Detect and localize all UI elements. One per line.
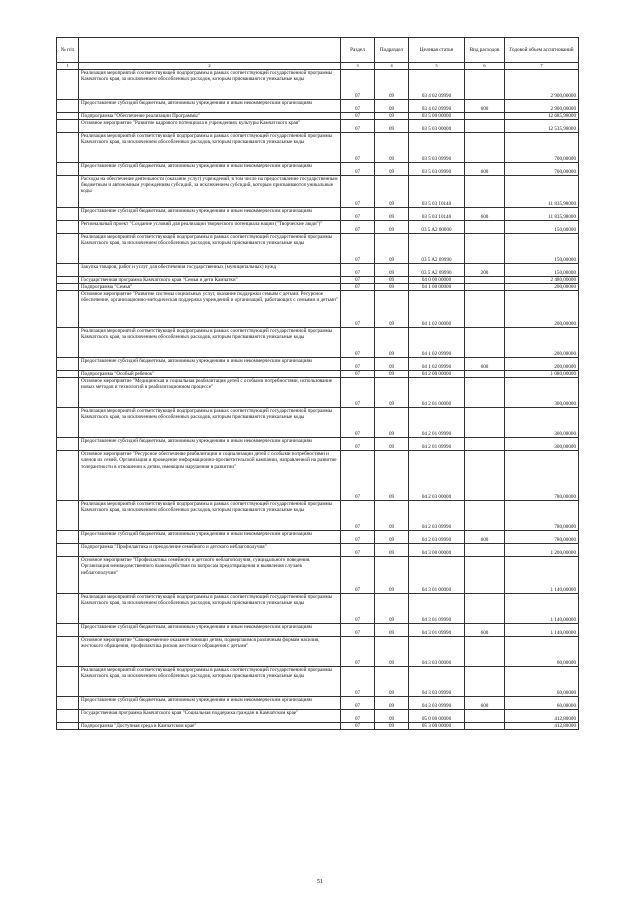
section-cell: 07 [341, 264, 375, 277]
target-cell: 04 2 03 00000 [409, 451, 465, 501]
subsection-cell: 09 [375, 710, 409, 723]
type-cell [465, 70, 505, 100]
table-row [57, 501, 579, 531]
amount-cell: 11 835,98000 [505, 176, 579, 208]
budget-page [56, 37, 578, 730]
name-cell: Реализация мероприятий соответствующей подпрограммы в рамках соответствующей государственной программы Камчатского края, за исключением обособленных расходов, которым присваиваются уникальные коды [79, 594, 341, 624]
name-cell: Государственная программа Камчатского края "Семья и дети Камчатки" [79, 277, 341, 284]
subsection-cell: 09 [375, 378, 409, 408]
section-cell: 07 [341, 557, 375, 594]
type-cell: 600 [465, 163, 505, 176]
table-row [57, 594, 579, 624]
type-cell [465, 438, 505, 451]
subsection-cell: 09 [375, 264, 409, 277]
num-cell [57, 624, 79, 637]
type-cell [465, 667, 505, 697]
num-cell [57, 100, 79, 113]
type-cell: 600 [465, 624, 505, 637]
num-cell [57, 438, 79, 451]
name-cell: Государственная программа Камчатского края "Социальная поддержка граждан в Камчатском крае" [79, 710, 341, 723]
num-cell [57, 291, 79, 328]
section-cell: 07 [341, 710, 375, 723]
name-cell: Реализация мероприятий соответствующей подпрограммы в рамках соответствующей государственной программы Камчатского края, за исключением обособленных расходов, которым присваиваются уникальные коды [79, 408, 341, 438]
type-cell [465, 221, 505, 234]
num-cell [57, 371, 79, 378]
type-cell [465, 113, 505, 120]
subsection-cell: 09 [375, 70, 409, 100]
col-name-header [79, 38, 341, 63]
type-cell [465, 328, 505, 358]
table-row [57, 710, 579, 723]
amount-cell: 2 900,00000 [505, 100, 579, 113]
target-cell: 04 2 01 09990 [409, 408, 465, 438]
table-row [57, 624, 579, 637]
amount-cell: 780,00000 [505, 531, 579, 544]
amount-cell: 11 835,98000 [505, 208, 579, 221]
subsection-cell: 09 [375, 544, 409, 557]
name-cell: Реализация мероприятий соответствующей подпрограммы в рамках соответствующей государственной программы Камчатского края, за исключением обособленных расходов, которым присваиваются уникальные коды [79, 501, 341, 531]
section-cell: 07 [341, 501, 375, 531]
name-cell: Основное мероприятие "Развитие системы социальных услуг, оказание поддержки семьям с детьми. Ресурсное обеспечение, организационно-методическая поддержка учреждений и организаций, работающих с семьями и детьми" [79, 291, 341, 328]
type-cell: 600 [465, 358, 505, 371]
name-cell: Подпрограмма "Семья" [79, 284, 341, 291]
index-cell: 1 [57, 63, 79, 70]
col-type-header: Вид расходов [465, 38, 505, 63]
num-cell [57, 133, 79, 163]
section-cell: 07 [341, 408, 375, 438]
target-cell: 05 0 00 00000 [409, 710, 465, 723]
target-cell: 03 5 A2 09990 [409, 234, 465, 264]
section-cell: 07 [341, 100, 375, 113]
target-cell: 04 3 01 00000 [409, 557, 465, 594]
type-cell: 600 [465, 100, 505, 113]
target-cell: 04 3 03 09990 [409, 697, 465, 710]
section-cell: 07 [341, 624, 375, 637]
section-cell: 07 [341, 163, 375, 176]
col-target-header: Целевая статья [409, 38, 465, 63]
table-row [57, 133, 579, 163]
subsection-cell: 09 [375, 120, 409, 133]
col-num-header: № п/п [57, 38, 79, 63]
target-cell: 04 2 03 09990 [409, 501, 465, 531]
name-cell: Реализация мероприятий соответствующей подпрограммы в рамках соответствующей государственной программы Камчатского края, за исключением обособленных расходов, которым присваиваются уникальные коды [79, 234, 341, 264]
amount-cell: 1 080,00000 [505, 371, 579, 378]
section-cell: 07 [341, 594, 375, 624]
num-cell [57, 557, 79, 594]
name-cell: Реализация мероприятий соответствующей подпрограммы в рамках соответствующей государственной программы Камчатского края, за исключением обособленных расходов, которым присваиваются уникальные коды [79, 133, 341, 163]
type-cell: 200 [465, 264, 505, 277]
target-cell: 04 1 02 00000 [409, 291, 465, 328]
num-cell [57, 264, 79, 277]
target-cell: 04 1 00 00000 [409, 284, 465, 291]
section-cell: 07 [341, 667, 375, 697]
table-row [57, 723, 579, 730]
subsection-cell: 09 [375, 624, 409, 637]
table-row [57, 371, 579, 378]
num-cell [57, 358, 79, 371]
section-cell: 07 [341, 637, 375, 667]
index-cell: 3 [341, 63, 375, 70]
subsection-cell: 09 [375, 221, 409, 234]
num-cell [57, 667, 79, 697]
name-cell: Основное мероприятие "Медицинская и социальная реабилитация детей с особыми потребностями, использование новых методов и технологий в реабилитационном процессе" [79, 378, 341, 408]
subsection-cell: 09 [375, 328, 409, 358]
section-cell: 07 [341, 378, 375, 408]
section-cell: 07 [341, 120, 375, 133]
amount-cell: 300,00000 [505, 408, 579, 438]
section-cell: 07 [341, 697, 375, 710]
table-row [57, 221, 579, 234]
target-cell: 04 3 01 09990 [409, 594, 465, 624]
name-cell: Закупка товаров, работ и услуг для обеспечения государственных (муниципальных) нужд [79, 264, 341, 277]
subsection-cell: 09 [375, 637, 409, 667]
section-cell: 07 [341, 328, 375, 358]
num-cell [57, 710, 79, 723]
target-cell: 03 5 A2 00000 [409, 221, 465, 234]
table-row [57, 637, 579, 667]
table-row [57, 176, 579, 208]
type-cell [465, 710, 505, 723]
table-body [57, 70, 579, 730]
num-cell [57, 176, 79, 208]
type-cell [465, 284, 505, 291]
amount-cell: 1 140,00000 [505, 557, 579, 594]
amount-cell: 1 200,00000 [505, 544, 579, 557]
num-cell [57, 234, 79, 264]
table-row [57, 291, 579, 328]
target-cell: 04 0 00 00000 [409, 277, 465, 284]
table-row [57, 557, 579, 594]
subsection-cell: 09 [375, 358, 409, 371]
section-cell: 07 [341, 70, 375, 100]
amount-cell: 200,00000 [505, 284, 579, 291]
target-cell: 04 1 02 09990 [409, 358, 465, 371]
num-cell [57, 328, 79, 358]
type-cell [465, 133, 505, 163]
subsection-cell: 09 [375, 501, 409, 531]
subsection-cell: 09 [375, 277, 409, 284]
target-cell: 03 5 03 09990 [409, 133, 465, 163]
subsection-cell: 09 [375, 667, 409, 697]
table-row [57, 234, 579, 264]
amount-cell: 150,00000 [505, 264, 579, 277]
name-cell: Предоставление субсидий бюджетным, автономным учреждениям и иным некоммерческим организациям [79, 208, 341, 221]
name-cell: Основное мероприятие "Профилактика семейного и детского неблагополучия, суицидального поведения. Организация межведомственного взаимодействия по вопросам предотвращения и выявления случаев неблагополучия" [79, 557, 341, 594]
target-cell: 04 3 01 09990 [409, 624, 465, 637]
table-row [57, 70, 579, 100]
type-cell [465, 451, 505, 501]
table-row [57, 284, 579, 291]
amount-cell: 412,80000 [505, 723, 579, 730]
name-cell: Реализация мероприятий соответствующей подпрограммы в рамках соответствующей государственной программы Камчатского края, за исключением обособленных расходов, которым присваиваются уникальные коды [79, 667, 341, 697]
table-row [57, 408, 579, 438]
subsection-cell: 09 [375, 163, 409, 176]
col-amount-header: Годовой объем ассигнований [505, 38, 579, 63]
num-cell [57, 113, 79, 120]
type-cell [465, 120, 505, 133]
target-cell: 04 3 03 00000 [409, 637, 465, 667]
num-cell [57, 451, 79, 501]
table-row [57, 208, 579, 221]
type-cell [465, 408, 505, 438]
subsection-cell: 09 [375, 723, 409, 730]
table-row [57, 531, 579, 544]
subsection-cell: 09 [375, 451, 409, 501]
section-cell: 07 [341, 438, 375, 451]
name-cell: Реализация мероприятий соответствующей подпрограммы в рамках соответствующей государственной программы Камчатского края, за исключением обособленных расходов, которым присваиваются уникальные коды [79, 328, 341, 358]
target-cell: 04 2 00 00000 [409, 371, 465, 378]
target-cell: 04 3 00 00000 [409, 544, 465, 557]
amount-cell: 150,00000 [505, 221, 579, 234]
col-section-header: Раздел [341, 38, 375, 63]
section-cell: 07 [341, 284, 375, 291]
section-cell: 07 [341, 531, 375, 544]
section-cell: 07 [341, 277, 375, 284]
section-cell: 07 [341, 723, 375, 730]
subsection-cell: 09 [375, 697, 409, 710]
section-cell: 07 [341, 358, 375, 371]
num-cell [57, 697, 79, 710]
type-cell [465, 557, 505, 594]
section-cell: 07 [341, 234, 375, 264]
amount-cell: 60,00000 [505, 637, 579, 667]
subsection-cell: 09 [375, 371, 409, 378]
subsection-cell: 09 [375, 408, 409, 438]
type-cell [465, 371, 505, 378]
num-cell [57, 637, 79, 667]
type-cell: 600 [465, 697, 505, 710]
target-cell: 04 3 03 09990 [409, 667, 465, 697]
table-row [57, 544, 579, 557]
section-cell: 07 [341, 544, 375, 557]
budget-table [56, 37, 579, 730]
index-cell: 4 [375, 63, 409, 70]
target-cell: 03 5 00 00000 [409, 113, 465, 120]
name-cell: Предоставление субсидий бюджетным, автономным учреждениям и иным некоммерческим организациям [79, 531, 341, 544]
table-row [57, 113, 579, 120]
target-cell: 03 5 03 09990 [409, 163, 465, 176]
num-cell [57, 378, 79, 408]
section-cell: 07 [341, 113, 375, 120]
col-subsection-header: Подраздел [375, 38, 409, 63]
target-cell: 04 2 01 00000 [409, 378, 465, 408]
table-row [57, 358, 579, 371]
type-cell [465, 594, 505, 624]
name-cell: Предоставление субсидий бюджетным, автономным учреждениям и иным некоммерческим организациям [79, 697, 341, 710]
subsection-cell: 09 [375, 438, 409, 451]
target-cell: 03 4 02 09990 [409, 100, 465, 113]
target-cell: 04 1 02 09990 [409, 328, 465, 358]
name-cell: Предоставление субсидий бюджетным, автономным учреждениям и иным некоммерческим организациям [79, 624, 341, 637]
name-cell: Основное мероприятие "Развитие кадрового потенциала в учреждениях культуры Камчатского края" [79, 120, 341, 133]
table-row [57, 120, 579, 133]
num-cell [57, 544, 79, 557]
name-cell: Реализация мероприятий соответствующей подпрограммы в рамках соответствующей государственной программы Камчатского края, за исключением обособленных расходов, которым присваиваются уникальные коды [79, 70, 341, 100]
amount-cell: 150,00000 [505, 234, 579, 264]
section-cell: 07 [341, 451, 375, 501]
amount-cell: 12 535,98000 [505, 120, 579, 133]
target-cell: 03 4 02 09990 [409, 70, 465, 100]
subsection-cell: 09 [375, 208, 409, 221]
name-cell: Основное мероприятие "Ресурсное обеспечение реабилитации и социализации детей с особыми потребностями и членов их семей. Организация и проведение информационно-просветительской кампании, направленной на развитие толерантности в отношении к детям, имеющим нарушения в развитии" [79, 451, 341, 501]
name-cell: Подпрограмма "Доступная среда в Камчатском крае" [79, 723, 341, 730]
table-row [57, 163, 579, 176]
num-cell [57, 408, 79, 438]
num-cell [57, 277, 79, 284]
amount-cell: 780,00000 [505, 451, 579, 501]
subsection-cell: 09 [375, 531, 409, 544]
type-cell: 600 [465, 208, 505, 221]
num-cell [57, 531, 79, 544]
name-cell: Региональный проект "Создание условий для реализации творческого потенциала нации ("Творческие люди")" [79, 221, 341, 234]
target-cell: 04 2 03 09990 [409, 531, 465, 544]
amount-cell: 700,00000 [505, 133, 579, 163]
type-cell [465, 176, 505, 208]
subsection-cell: 09 [375, 291, 409, 328]
name-cell: Предоставление субсидий бюджетным, автономным учреждениям и иным некоммерческим организациям [79, 438, 341, 451]
index-cell: 6 [465, 63, 505, 70]
target-cell: 03 5 03 00000 [409, 120, 465, 133]
table-row [57, 451, 579, 501]
subsection-cell: 09 [375, 594, 409, 624]
index-row [57, 63, 579, 70]
table-row [57, 277, 579, 284]
section-cell: 07 [341, 221, 375, 234]
section-cell: 07 [341, 208, 375, 221]
target-cell: 04 2 01 09990 [409, 438, 465, 451]
type-cell [465, 637, 505, 667]
type-cell [465, 277, 505, 284]
num-cell [57, 208, 79, 221]
amount-cell: 2 900,00000 [505, 70, 579, 100]
table-row [57, 264, 579, 277]
subsection-cell: 09 [375, 113, 409, 120]
amount-cell: 2 480,00000 [505, 277, 579, 284]
section-cell: 07 [341, 176, 375, 208]
type-cell: 600 [465, 531, 505, 544]
amount-cell: 1 140,00000 [505, 624, 579, 637]
target-cell: 05 3 00 00000 [409, 723, 465, 730]
target-cell: 03 5 03 10140 [409, 208, 465, 221]
type-cell [465, 723, 505, 730]
name-cell: Расходы на обеспечение деятельности (оказание услуг) учреждений, в том числе на предоставление государственным бюджетным и автономным учреждениям субсидий, за исключением субсидий, которым присваиваются уникальные коды [79, 176, 341, 208]
section-cell: 07 [341, 371, 375, 378]
amount-cell: 300,00000 [505, 378, 579, 408]
num-cell [57, 594, 79, 624]
num-cell [57, 221, 79, 234]
subsection-cell: 09 [375, 234, 409, 264]
index-cell: 7 [505, 63, 579, 70]
amount-cell: 200,00000 [505, 291, 579, 328]
amount-cell: 412,80000 [505, 710, 579, 723]
type-cell [465, 544, 505, 557]
name-cell: Подпрограмма "Профилактика и преодоление семейного и детского неблагополучия" [79, 544, 341, 557]
num-cell [57, 70, 79, 100]
amount-cell: 200,00000 [505, 328, 579, 358]
table-row [57, 378, 579, 408]
page-number: 51 [317, 879, 323, 885]
name-cell: Предоставление субсидий бюджетным, автономным учреждениям и иным некоммерческим организациям [79, 100, 341, 113]
index-cell: 2 [79, 63, 341, 70]
table-row [57, 438, 579, 451]
amount-cell: 12 685,98000 [505, 113, 579, 120]
name-cell: Подпрограмма "Особый ребенок" [79, 371, 341, 378]
header-row [57, 38, 579, 63]
num-cell [57, 501, 79, 531]
amount-cell: 780,00000 [505, 501, 579, 531]
amount-cell: 1 140,00000 [505, 594, 579, 624]
amount-cell: 700,00000 [505, 163, 579, 176]
num-cell [57, 723, 79, 730]
subsection-cell: 09 [375, 100, 409, 113]
subsection-cell: 09 [375, 133, 409, 163]
type-cell [465, 501, 505, 531]
name-cell: Основное мероприятие "Своевременное оказание помощи детям, подвергшимся различным формам насилия, жестокого обращения, профилактика рисков жестокого обращения с детьми" [79, 637, 341, 667]
type-cell [465, 234, 505, 264]
num-cell [57, 163, 79, 176]
amount-cell: 200,00000 [505, 358, 579, 371]
target-cell: 03 5 A2 09990 [409, 264, 465, 277]
target-cell: 03 5 03 10140 [409, 176, 465, 208]
num-cell [57, 120, 79, 133]
name-cell: Подпрограмма "Обеспечение реализации Программы" [79, 113, 341, 120]
table-row [57, 697, 579, 710]
name-cell: Предоставление субсидий бюджетным, автономным учреждениям и иным некоммерческим организациям [79, 358, 341, 371]
type-cell [465, 378, 505, 408]
subsection-cell: 09 [375, 284, 409, 291]
table-row [57, 100, 579, 113]
subsection-cell: 09 [375, 176, 409, 208]
type-cell [465, 291, 505, 328]
section-cell: 07 [341, 133, 375, 163]
index-cell: 5 [409, 63, 465, 70]
section-cell: 07 [341, 291, 375, 328]
amount-cell: 60,00000 [505, 697, 579, 710]
subsection-cell: 09 [375, 557, 409, 594]
amount-cell: 60,00000 [505, 667, 579, 697]
table-row [57, 328, 579, 358]
num-cell [57, 284, 79, 291]
amount-cell: 300,00000 [505, 438, 579, 451]
name-cell: Предоставление субсидий бюджетным, автономным учреждениям и иным некоммерческим организациям [79, 163, 341, 176]
table-row [57, 667, 579, 697]
